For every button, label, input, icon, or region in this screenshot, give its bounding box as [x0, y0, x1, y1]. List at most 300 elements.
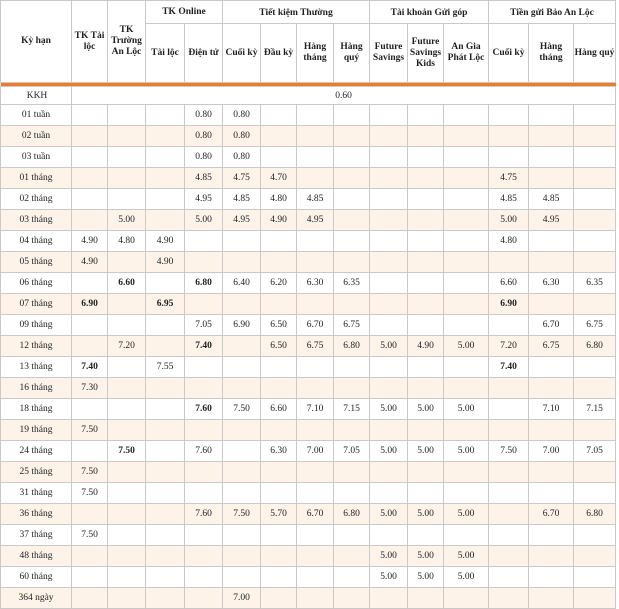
rate-cell: 4.90: [146, 252, 185, 273]
rate-cell: [529, 567, 574, 588]
rate-cell: [146, 441, 185, 462]
rate-cell: 6.95: [146, 294, 185, 315]
rate-cell: [297, 420, 334, 441]
rate-cell: 7.40: [72, 357, 108, 378]
rate-cell: [72, 105, 108, 126]
rate-cell: [108, 252, 146, 273]
term-label: 04 tháng: [1, 231, 72, 252]
rate-cell: 6.80: [574, 504, 616, 525]
rate-cell: [72, 567, 108, 588]
rate-cell: [444, 525, 489, 546]
term-label: 13 tháng: [1, 357, 72, 378]
rate-cell: [334, 462, 370, 483]
rate-cell: [297, 357, 334, 378]
rate-cell: [408, 231, 444, 252]
rate-cell: [408, 588, 444, 609]
rate-cell: [408, 294, 444, 315]
term-label: 09 tháng: [1, 315, 72, 336]
table-row: [1, 273, 616, 294]
rate-cell: [108, 420, 146, 441]
rate-cell: [72, 399, 108, 420]
rate-cell: [489, 588, 529, 609]
rate-cell: [185, 378, 223, 399]
rate-cell: [444, 147, 489, 168]
rate-cell: [185, 525, 223, 546]
rate-cell: [185, 420, 223, 441]
rate-cell: [72, 588, 108, 609]
kkh-rate: 0.60: [72, 87, 616, 105]
table-row: [1, 588, 616, 609]
header-tk-tai-loc: TK Tài lộc: [72, 1, 108, 83]
rate-cell: [408, 189, 444, 210]
rate-cell: [370, 189, 408, 210]
rate-cell: [529, 294, 574, 315]
rate-cell: [444, 588, 489, 609]
rate-cell: 5.00: [370, 504, 408, 525]
rate-cell: [489, 483, 529, 504]
rate-cell: [444, 420, 489, 441]
rate-cell: [146, 546, 185, 567]
rate-cell: 4.80: [261, 189, 297, 210]
rate-cell: 6.90: [72, 294, 108, 315]
rate-cell: [408, 462, 444, 483]
rate-cell: 5.00: [408, 441, 444, 462]
rate-cell: [370, 357, 408, 378]
rate-cell: [185, 588, 223, 609]
rate-cell: [574, 168, 616, 189]
rate-cell: 4.70: [261, 168, 297, 189]
rate-cell: [146, 588, 185, 609]
rate-cell: [261, 294, 297, 315]
term-label: 12 tháng: [1, 336, 72, 357]
rate-cell: [574, 105, 616, 126]
rate-cell: [72, 168, 108, 189]
rate-cell: [72, 546, 108, 567]
table-row: [1, 126, 616, 147]
rate-cell: [408, 105, 444, 126]
rate-cell: 6.40: [223, 273, 261, 294]
table-row: [1, 210, 616, 231]
rate-cell: [334, 483, 370, 504]
rate-cell: 4.95: [185, 189, 223, 210]
rate-cell: [334, 420, 370, 441]
rate-cell: [297, 294, 334, 315]
rate-cell: [72, 189, 108, 210]
rate-cell: [489, 525, 529, 546]
rate-cell: 0.80: [185, 126, 223, 147]
rate-cell: [444, 252, 489, 273]
rate-cell: [261, 105, 297, 126]
rate-cell: 7.40: [185, 336, 223, 357]
table-row: [1, 399, 616, 420]
rate-cell: 6.80: [334, 336, 370, 357]
header-tk-truong-an-loc: TK Trường An Lộc: [108, 1, 146, 83]
rate-cell: [370, 294, 408, 315]
rate-cell: [370, 483, 408, 504]
rate-cell: [444, 210, 489, 231]
rate-cell: [444, 105, 489, 126]
rate-cell: [334, 252, 370, 273]
rate-cell: [489, 546, 529, 567]
rate-cell: [146, 420, 185, 441]
header-tiet-kiem-thuong: Tiết kiệm Thường: [223, 1, 370, 24]
table-row: [1, 294, 616, 315]
term-label: 24 tháng: [1, 441, 72, 462]
rate-cell: 5.00: [370, 567, 408, 588]
rate-cell: [185, 294, 223, 315]
rate-cell: [108, 546, 146, 567]
rate-cell: [408, 147, 444, 168]
rate-cell: 7.50: [72, 525, 108, 546]
term-label: 07 tháng: [1, 294, 72, 315]
rate-cell: [223, 525, 261, 546]
table-row: [1, 441, 616, 462]
rate-cell: [444, 462, 489, 483]
rate-cell: [444, 126, 489, 147]
rate-cell: 5.70: [261, 504, 297, 525]
rate-cell: 4.75: [489, 168, 529, 189]
rate-cell: [444, 483, 489, 504]
rate-cell: [574, 525, 616, 546]
rate-cell: [108, 588, 146, 609]
term-label: 16 tháng: [1, 378, 72, 399]
rate-cell: [223, 441, 261, 462]
rate-cell: [574, 231, 616, 252]
rate-cell: 7.15: [334, 399, 370, 420]
rate-cell: [370, 105, 408, 126]
rate-cell: [334, 378, 370, 399]
rate-cell: [444, 231, 489, 252]
rate-cell: 7.50: [72, 483, 108, 504]
rate-cell: [108, 378, 146, 399]
rate-cell: 5.00: [489, 210, 529, 231]
rate-cell: 7.40: [489, 357, 529, 378]
rate-cell: 6.50: [261, 336, 297, 357]
rate-cell: [185, 357, 223, 378]
rate-cell: [529, 126, 574, 147]
table-row: [1, 378, 616, 399]
header-bal-hang-quy: Hàng quý: [574, 24, 616, 83]
rate-cell: 0.80: [223, 126, 261, 147]
rate-cell: 0.80: [223, 105, 261, 126]
rate-cell: [489, 462, 529, 483]
rate-cell: 7.05: [334, 441, 370, 462]
rate-cell: 6.70: [297, 504, 334, 525]
rate-cell: [529, 105, 574, 126]
rate-cell: [297, 231, 334, 252]
rate-cell: 4.90: [72, 252, 108, 273]
term-label: 05 tháng: [1, 252, 72, 273]
table-header: [1, 1, 616, 105]
rate-cell: 6.30: [529, 273, 574, 294]
rate-cell: 6.50: [261, 315, 297, 336]
rate-cell: 7.60: [185, 441, 223, 462]
term-label: 37 tháng: [1, 525, 72, 546]
rate-cell: [261, 525, 297, 546]
rate-cell: 6.30: [261, 441, 297, 462]
rate-cell: [108, 525, 146, 546]
table-row: [1, 567, 616, 588]
rate-cell: [334, 168, 370, 189]
rate-cell: [297, 462, 334, 483]
rate-cell: [334, 546, 370, 567]
rate-cell: [529, 546, 574, 567]
rate-cell: 6.20: [261, 273, 297, 294]
kkh-row: [1, 87, 616, 105]
table-row: [1, 504, 616, 525]
rate-cell: [574, 147, 616, 168]
rate-cell: [370, 588, 408, 609]
rate-cell: [261, 588, 297, 609]
rate-cell: 5.00: [370, 336, 408, 357]
rate-cell: [146, 399, 185, 420]
rate-cell: 5.00: [408, 567, 444, 588]
rate-cell: [108, 168, 146, 189]
rate-cell: [108, 462, 146, 483]
rate-cell: 7.50: [108, 441, 146, 462]
rate-cell: [108, 504, 146, 525]
rate-cell: 6.70: [529, 504, 574, 525]
rate-cell: 7.20: [108, 336, 146, 357]
rate-cell: [529, 168, 574, 189]
rate-cell: [529, 378, 574, 399]
table-row: [1, 462, 616, 483]
rate-cell: [261, 357, 297, 378]
rate-cell: 7.50: [223, 399, 261, 420]
rate-cell: 4.90: [261, 210, 297, 231]
rate-cell: [108, 483, 146, 504]
rate-cell: 7.30: [72, 378, 108, 399]
rate-cell: [261, 147, 297, 168]
rate-cell: [297, 105, 334, 126]
rate-cell: [297, 252, 334, 273]
rate-cell: 5.00: [408, 546, 444, 567]
rate-cell: [185, 483, 223, 504]
rate-cell: [146, 210, 185, 231]
rate-cell: 5.00: [370, 546, 408, 567]
rate-cell: [185, 546, 223, 567]
rate-cell: 6.60: [261, 399, 297, 420]
rate-cell: [334, 357, 370, 378]
rate-cell: [574, 462, 616, 483]
rate-cell: [72, 126, 108, 147]
rate-cell: [444, 294, 489, 315]
rate-cell: 5.00: [370, 399, 408, 420]
rate-cell: [108, 105, 146, 126]
rate-cell: [370, 210, 408, 231]
rate-cell: [370, 462, 408, 483]
rate-cell: [261, 252, 297, 273]
rate-cell: [408, 168, 444, 189]
rate-cell: [108, 357, 146, 378]
rate-cell: [370, 168, 408, 189]
rate-cell: [223, 231, 261, 252]
kkh-label: KKH: [1, 87, 72, 105]
rate-cell: 7.00: [297, 441, 334, 462]
term-label: 31 tháng: [1, 483, 72, 504]
rate-cell: [529, 420, 574, 441]
rate-cell: 4.90: [408, 336, 444, 357]
rate-cell: 6.35: [334, 273, 370, 294]
rate-cell: [370, 525, 408, 546]
rate-cell: [146, 105, 185, 126]
rate-cell: 4.85: [185, 168, 223, 189]
rate-cell: [408, 273, 444, 294]
term-label: 364 ngày: [1, 588, 72, 609]
table-row: [1, 105, 616, 126]
rate-cell: [444, 378, 489, 399]
rate-cell: [334, 588, 370, 609]
rate-cell: [146, 168, 185, 189]
rate-cell: [529, 252, 574, 273]
table-row: [1, 168, 616, 189]
rate-cell: [297, 567, 334, 588]
term-label: 01 tháng: [1, 168, 72, 189]
rate-cell: 0.80: [185, 105, 223, 126]
rate-cell: [574, 252, 616, 273]
rate-cell: [408, 483, 444, 504]
rate-cell: 4.95: [529, 210, 574, 231]
rate-cell: [146, 336, 185, 357]
header-ttk-cuoi-ky: Cuối kỳ: [223, 24, 261, 83]
rate-cell: [108, 315, 146, 336]
rate-cell: 6.80: [334, 504, 370, 525]
rate-cell: [529, 588, 574, 609]
rate-cell: [574, 567, 616, 588]
header-future-savings: Future Savings: [370, 24, 408, 83]
rate-cell: [489, 378, 529, 399]
rate-cell: [334, 294, 370, 315]
rate-cell: 6.70: [529, 315, 574, 336]
term-label: 36 tháng: [1, 504, 72, 525]
rate-cell: [444, 273, 489, 294]
rate-cell: [370, 126, 408, 147]
table-row: [1, 189, 616, 210]
rate-cell: 0.80: [223, 147, 261, 168]
rate-cell: 6.80: [574, 336, 616, 357]
rate-cell: [261, 462, 297, 483]
rate-cell: [223, 294, 261, 315]
rate-cell: 7.50: [489, 441, 529, 462]
rate-cell: 7.50: [223, 504, 261, 525]
rate-cell: [574, 126, 616, 147]
rate-cell: 6.90: [489, 294, 529, 315]
rate-cell: [574, 420, 616, 441]
rate-cell: [185, 231, 223, 252]
header-future-savings-kids: Future Savings Kids: [408, 24, 444, 83]
rate-cell: [72, 147, 108, 168]
table-row: [1, 525, 616, 546]
rate-cell: [223, 420, 261, 441]
rate-cell: 6.75: [574, 315, 616, 336]
rate-cell: 5.00: [444, 504, 489, 525]
header-term: Kỳ hạn: [1, 1, 72, 83]
header-tai-khoan-gui-gop: Tài khoản Gửi góp: [370, 1, 489, 24]
rate-cell: [261, 420, 297, 441]
rate-cell: [370, 315, 408, 336]
rate-cell: 7.00: [529, 441, 574, 462]
table-row: [1, 147, 616, 168]
rate-cell: 5.00: [185, 210, 223, 231]
rate-cell: 4.95: [297, 210, 334, 231]
rate-cell: [370, 420, 408, 441]
rate-cell: [370, 231, 408, 252]
rate-cell: 5.00: [408, 399, 444, 420]
rate-cell: [108, 294, 146, 315]
rate-cell: [297, 588, 334, 609]
rate-cell: [223, 357, 261, 378]
rate-cell: 4.85: [529, 189, 574, 210]
rate-cell: 7.50: [72, 420, 108, 441]
table-row: [1, 357, 616, 378]
rate-cell: 7.10: [529, 399, 574, 420]
rate-cell: [223, 483, 261, 504]
rate-cell: [297, 525, 334, 546]
rate-cell: [108, 399, 146, 420]
rate-cell: [334, 567, 370, 588]
rate-cell: [261, 126, 297, 147]
rate-cell: [489, 420, 529, 441]
rate-cell: 7.60: [185, 399, 223, 420]
term-label: 25 tháng: [1, 462, 72, 483]
rate-cell: 5.00: [444, 441, 489, 462]
rate-cell: [444, 189, 489, 210]
rate-cell: [334, 105, 370, 126]
rate-cell: [297, 378, 334, 399]
rate-cell: 6.70: [297, 315, 334, 336]
header-online-tai-loc: Tài lộc: [146, 24, 185, 83]
term-label: 18 tháng: [1, 399, 72, 420]
rate-cell: [529, 147, 574, 168]
header-bal-hang-thang: Hàng tháng: [529, 24, 574, 83]
rate-cell: [574, 378, 616, 399]
term-label: 02 tuần: [1, 126, 72, 147]
rate-rows: [1, 105, 616, 609]
rate-cell: [146, 567, 185, 588]
rate-cell: [489, 105, 529, 126]
rate-cell: 5.00: [408, 504, 444, 525]
rate-cell: [370, 378, 408, 399]
rate-cell: [408, 252, 444, 273]
rate-cell: [146, 147, 185, 168]
rate-cell: [146, 525, 185, 546]
rate-cell: 4.80: [489, 231, 529, 252]
rate-cell: [574, 294, 616, 315]
rate-cell: [223, 252, 261, 273]
rate-cell: [261, 483, 297, 504]
rate-cell: [72, 273, 108, 294]
rate-cell: [72, 210, 108, 231]
rate-cell: [185, 462, 223, 483]
rate-cell: [261, 378, 297, 399]
table-row: [1, 252, 616, 273]
rate-cell: [574, 546, 616, 567]
term-label: 06 tháng: [1, 273, 72, 294]
rate-cell: [297, 126, 334, 147]
rate-cell: 7.20: [489, 336, 529, 357]
rate-cell: [408, 357, 444, 378]
rate-cell: [574, 588, 616, 609]
rate-cell: [489, 252, 529, 273]
rate-cell: [370, 252, 408, 273]
rate-cell: [529, 231, 574, 252]
rate-cell: [223, 378, 261, 399]
rate-cell: [297, 483, 334, 504]
rate-cell: [223, 336, 261, 357]
rate-cell: 6.75: [529, 336, 574, 357]
rate-cell: [261, 231, 297, 252]
rate-cell: [408, 315, 444, 336]
